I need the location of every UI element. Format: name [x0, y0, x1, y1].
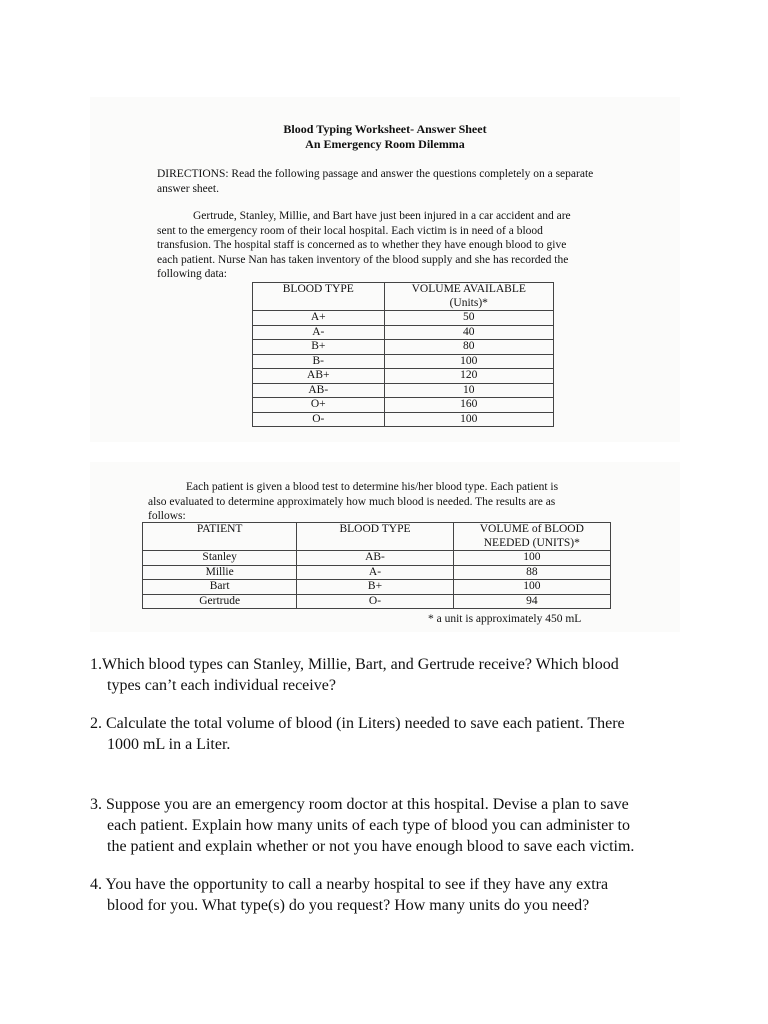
question-line: blood for you. What type(s) do you request? How many units do you need? — [107, 897, 590, 914]
table-row — [253, 340, 554, 355]
column-header-blood-type: BLOOD TYPE — [297, 523, 453, 551]
table-header-row — [253, 283, 554, 311]
patient-table — [142, 522, 611, 609]
header-line: VOLUME of BLOOD — [479, 523, 584, 535]
blood-supply-table — [252, 282, 554, 427]
column-header-blood-type: BLOOD TYPE — [253, 283, 385, 311]
intro-line: Each patient is given a blood test to determine his/her blood type. Each patient is — [186, 481, 559, 493]
volume-cell: 40 — [384, 325, 553, 340]
blood-type-cell: AB- — [253, 383, 385, 398]
question-line: 3. Suppose you are an emergency room doctor at this hospital. Devise a plan to save — [90, 796, 629, 813]
question-1 — [90, 654, 690, 696]
column-header-volume-needed — [453, 523, 610, 551]
passage-line: sent to the emergency room of their local hospital. Each victim is in need of a blood — [157, 224, 543, 237]
question-line: 1000 mL in a Liter. — [107, 736, 231, 753]
question-3 — [90, 794, 690, 857]
blood-type-cell: A+ — [253, 311, 385, 326]
question-line: each patient. Explain how many units of each type of blood you can administer to — [107, 817, 630, 834]
table-row — [143, 551, 611, 566]
directions-text: DIRECTIONS: Read the following passage and answer the questions completely on a separate answer sheet. — [157, 168, 594, 195]
patient-cell: Gertrude — [143, 594, 297, 609]
patient-cell: Bart — [143, 580, 297, 595]
table-row — [143, 565, 611, 580]
question-line: 2. Calculate the total volume of blood (in Liters) needed to save each patient. There — [90, 715, 625, 732]
header-line: (Units)* — [449, 296, 488, 309]
header-line: VOLUME AVAILABLE — [411, 283, 526, 295]
passage-line: following data: — [157, 268, 227, 280]
blood-type-cell: A- — [253, 325, 385, 340]
volume-cell: 100 — [384, 412, 553, 427]
table-row — [253, 311, 554, 326]
blood-type-cell: B+ — [297, 580, 453, 595]
question-line: types can’t each individual receive? — [107, 677, 336, 694]
volume-cell: 100 — [453, 580, 610, 595]
table-row — [253, 383, 554, 398]
table-row — [253, 412, 554, 427]
volume-cell: 94 — [453, 594, 610, 609]
worksheet-title: Blood Typing Worksheet- Answer Sheet — [283, 122, 487, 136]
volume-cell: 160 — [384, 398, 553, 413]
table-row — [253, 354, 554, 369]
patient-intro — [148, 480, 618, 524]
blood-type-cell: AB+ — [253, 369, 385, 384]
blood-type-cell: B- — [253, 354, 385, 369]
volume-cell: 88 — [453, 565, 610, 580]
passage-line: each patient. Nurse Nan has taken inventory of the blood supply and she has recorded the — [157, 253, 569, 266]
table-row — [253, 325, 554, 340]
blood-type-cell: B+ — [253, 340, 385, 355]
blood-type-cell: AB- — [297, 551, 453, 566]
column-header-volume-available — [384, 283, 553, 311]
intro-line: also evaluated to determine approximately how much blood is needed. The results are as — [148, 495, 556, 508]
question-4 — [90, 874, 690, 916]
table-row — [253, 398, 554, 413]
volume-cell: 120 — [384, 369, 553, 384]
blood-type-cell: O- — [253, 412, 385, 427]
table-row — [143, 580, 611, 595]
worksheet-subtitle: An Emergency Room Dilemma — [305, 137, 465, 151]
question-2 — [90, 713, 690, 755]
question-line: the patient and explain whether or not you have enough blood to save each victim. — [107, 838, 635, 855]
volume-cell: 50 — [384, 311, 553, 326]
blood-type-cell: O- — [297, 594, 453, 609]
footnote: * a unit is approximately 450 mL — [428, 613, 582, 625]
blood-type-cell: A- — [297, 565, 453, 580]
passage-line: transfusion. The hospital staff is concerned as to whether they have enough blood to give — [157, 239, 567, 251]
volume-cell: 10 — [384, 383, 553, 398]
table-header-row — [143, 523, 611, 551]
blood-type-cell: O+ — [253, 398, 385, 413]
patient-cell: Millie — [143, 565, 297, 580]
volume-cell: 100 — [453, 551, 610, 566]
header-line: NEEDED (UNITS)* — [483, 536, 580, 549]
passage-line: Gertrude, Stanley, Millie, and Bart have just been injured in a car accident and are — [193, 210, 571, 222]
patient-cell: Stanley — [143, 551, 297, 566]
question-line: 1.Which blood types can Stanley, Millie, Bart, and Gertrude receive? Which blood — [90, 656, 619, 673]
question-line: 4. You have the opportunity to call a nearby hospital to see if they have any extra — [90, 876, 609, 893]
volume-cell: 100 — [384, 354, 553, 369]
table-row — [143, 594, 611, 609]
intro-line: follows: — [148, 510, 186, 522]
table-row — [253, 369, 554, 384]
column-header-patient: PATIENT — [143, 523, 297, 551]
passage — [157, 209, 617, 282]
volume-cell: 80 — [384, 340, 553, 355]
